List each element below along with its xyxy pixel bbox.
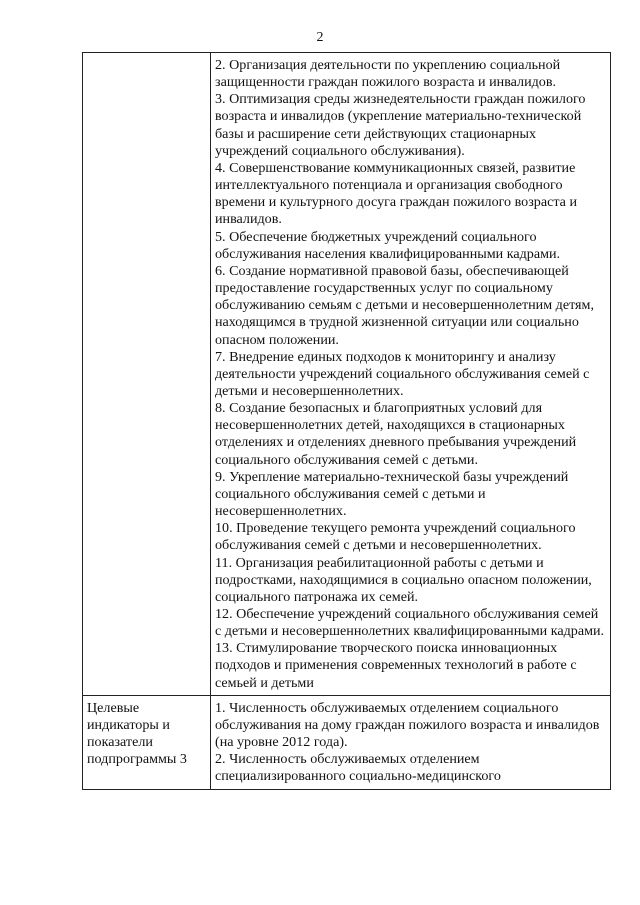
task-item-8: 8. Создание безопасных и благоприятных условий для несовершеннолетних детей, находящихся в стационарных отделениях и отделениях дневного пребывания учреждений социального обслуживания семей с детьми.	[215, 400, 577, 468]
task-item-12: 12. Обеспечение учреждений социального обслуживания семей с детьми и несовершеннолетних квалифицированными кадрами.	[215, 606, 605, 640]
task-item-13: 13. Стимулирование творческого поиска инновационных подходов и применения современных технологий в работе с семьей и детьми	[215, 640, 577, 691]
indicators-content-cell	[211, 695, 611, 789]
indicators-label-cell: Целевые индикаторы и показатели подпрограммы 3	[83, 695, 211, 789]
task-item-3: 3. Оптимизация среды жизнедеятельности граждан пожилого возраста и инвалидов (укрепление материально-технической базы и расширение сети действующих стационарных учреждений социального обслуживания).	[215, 91, 586, 159]
task-item-2: 2. Организация деятельности по укреплению социальной защищенности граждан пожилого возраста и инвалидов.	[215, 57, 561, 91]
indicator-item-1: 1. Численность обслуживаемых отделением социального обслуживания на дому граждан пожилого возраста и инвалидов (на уровне 2012 года).	[215, 699, 600, 751]
task-item-7: 7. Внедрение единых подходов к мониторингу и анализу деятельности учреждений социального обслуживания семей с детьми и несовершеннолетних.	[215, 348, 590, 399]
page-number: 2	[316, 30, 324, 45]
indicator-item-2: 2. Численность обслуживаемых отделением специализированного социально-медицинского	[215, 751, 501, 785]
task-item-5: 5. Обеспечение бюджетных учреждений социального обслуживания населения квалифицированными кадрами.	[215, 228, 561, 262]
task-item-6: 6. Создание нормативной правовой базы, обеспечивающей предоставление государственных услуг по социальному обслуживанию семьям с детьми и несовершеннолетним детям, находящимся в трудной жизненной ситуации или социально опасном положении.	[215, 262, 594, 348]
row-label-cell	[83, 53, 211, 696]
task-item-11: 11. Организация реабилитационной работы с детьми и подростками, находящимися в социально опасном положении, социального патронажа их семей.	[215, 554, 592, 605]
task-item-4: 4. Совершенствование коммуникационных связей, развитие интеллектуального потенциала и организация свободного времени и культурного досуга граждан пожилого возраста и инвалидов.	[215, 159, 577, 228]
table-row-tasks	[83, 53, 611, 696]
task-item-10: 10. Проведение текущего ремонта учреждений социального обслуживания семей с детьми и несовершеннолетних.	[215, 520, 576, 554]
task-item-9: 9. Укрепление материально-технической базы учреждений социального обслуживания семей с детьми и несовершеннолетних.	[215, 468, 569, 520]
table-row-indicators	[83, 695, 611, 789]
row-content-cell	[211, 53, 611, 696]
subprogram-passport-table	[82, 52, 611, 790]
